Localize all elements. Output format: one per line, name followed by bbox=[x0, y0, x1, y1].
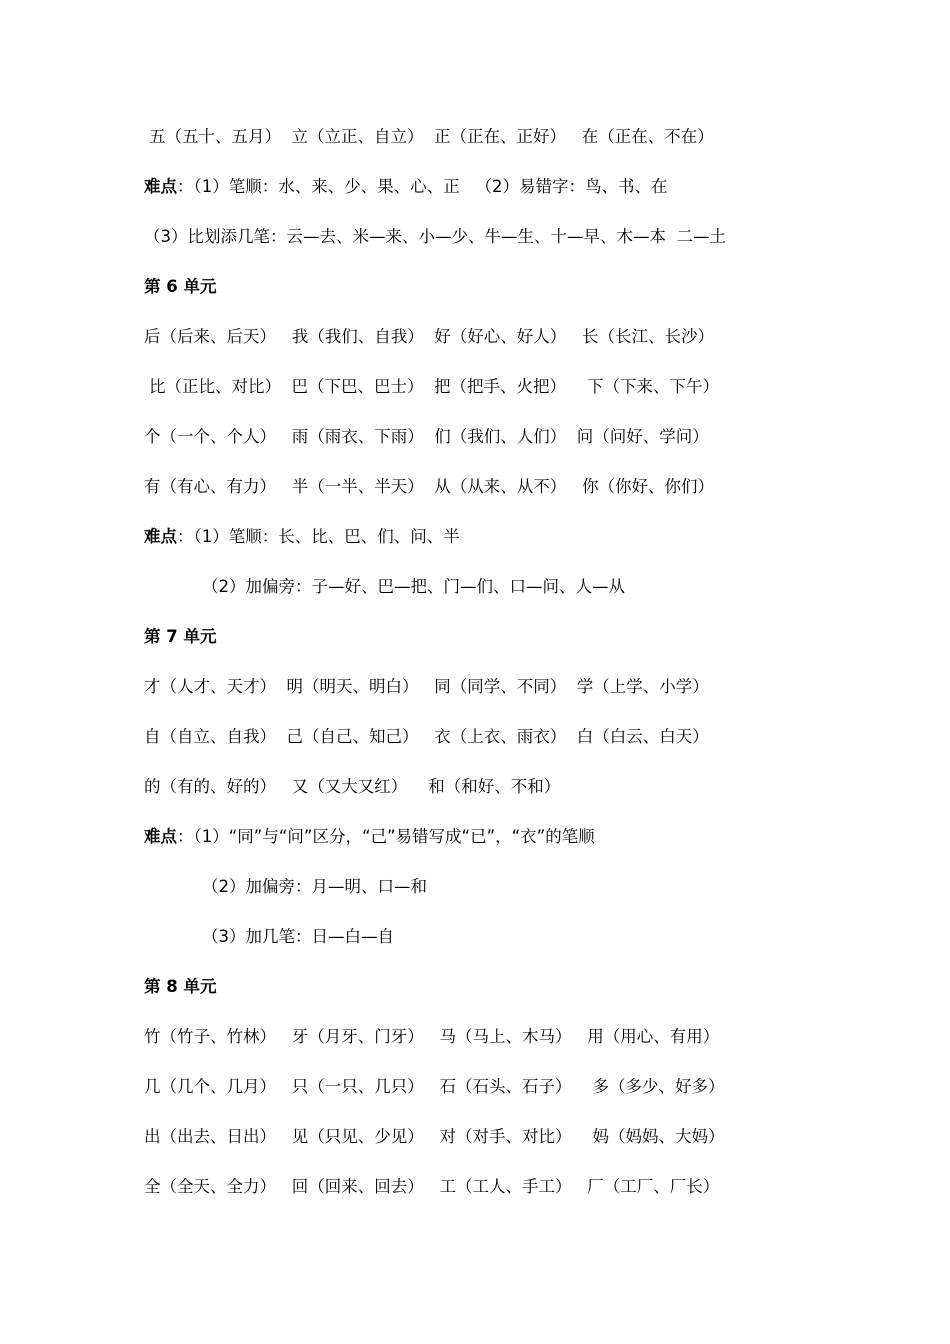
line-text: （3）加几笔：日—白—自 bbox=[202, 927, 394, 946]
unit5-difficulty-line bbox=[144, 162, 667, 212]
line-text: 有（有心、有力） 半（一半、半天） 从（从来、从不） 你（你好、你们） bbox=[144, 477, 714, 496]
difficulty-label: 难点 bbox=[144, 177, 177, 196]
unit6-chars-line-2 bbox=[149, 362, 719, 412]
unit8-chars-line-2 bbox=[144, 1062, 724, 1112]
unit8-chars-line-3 bbox=[144, 1112, 724, 1162]
line-text: （2）加偏旁：子—好、巴—把、门—们、口—问、人—从 bbox=[202, 577, 625, 596]
line-text: 全（全天、全力） 回（回来、回去） 工（工人、手工） 厂（工厂、厂长） bbox=[144, 1177, 720, 1196]
difficulty-label: 难点 bbox=[144, 527, 177, 546]
line-text: （3）比划添几笔：云—去、米—来、小—少、牛—生、十—早、木—本 二—土 bbox=[144, 227, 726, 246]
unit8-chars-line-1 bbox=[144, 1012, 719, 1062]
unit6-heading: 第 6 单元 bbox=[144, 277, 217, 296]
line-text: ：（1）笔顺：长、比、巴、们、问、半 bbox=[177, 527, 460, 546]
line-text: ：（1）“同”与“问”区分，“己”易错写成“已”，“衣”的笔顺 bbox=[177, 827, 595, 846]
line-text: （2）加偏旁：月—明、口—和 bbox=[202, 877, 427, 896]
line-text: 比（正比、对比） 巴（下巴、巴士） 把（把手、火把） 下（下来、下午） bbox=[149, 377, 719, 396]
unit7-radical-line bbox=[202, 862, 427, 912]
unit7-heading: 第 7 单元 bbox=[144, 627, 217, 646]
unit7-strokes-line bbox=[202, 912, 394, 962]
line-text: 的（有的、好的） 又（又大又红） 和（和好、不和） bbox=[144, 777, 561, 796]
difficulty-label: 难点 bbox=[144, 827, 177, 846]
unit7-chars-line-3 bbox=[144, 762, 560, 812]
unit6-difficulty-line bbox=[144, 512, 460, 562]
line-text: 自（自立、自我） 己（自己、知己） 衣（上衣、雨衣） 白（白云、白天） bbox=[144, 727, 709, 746]
unit5-chars-line bbox=[149, 112, 714, 162]
line-text: 才（人才、天才） 明（明天、明白） 同（同学、不同） 学（上学、小学） bbox=[144, 677, 709, 696]
line-text: 后（后来、后天） 我（我们、自我） 好（好心、好人） 长（长江、长沙） bbox=[144, 327, 714, 346]
unit8-chars-line-4 bbox=[144, 1162, 719, 1212]
unit6-radical-line bbox=[202, 562, 625, 612]
line-text: 五（五十、五月） 立（立正、自立） 正（正在、正好） 在（正在、不在） bbox=[149, 127, 714, 146]
unit5-stroke-line bbox=[144, 212, 726, 262]
unit8-heading: 第 8 单元 bbox=[144, 977, 217, 996]
line-text: 几（几个、几月） 只（一只、几只） 石（石头、石子） 多（多少、好多） bbox=[144, 1077, 725, 1096]
line-text: ：（1）笔顺：水、来、少、果、心、正 （2）易错字：鸟、书、在 bbox=[177, 177, 668, 196]
unit6-chars-line-1 bbox=[144, 312, 714, 362]
line-text: 出（出去、日出） 见（只见、少见） 对（对手、对比） 妈（妈妈、大妈） bbox=[144, 1127, 725, 1146]
unit6-chars-line-4 bbox=[144, 462, 714, 512]
unit7-chars-line-1 bbox=[144, 662, 709, 712]
line-text: 竹（竹子、竹林） 牙（月牙、门牙） 马（马上、木马） 用（用心、有用） bbox=[144, 1027, 720, 1046]
unit7-chars-line-2 bbox=[144, 712, 709, 762]
line-text: 个（一个、个人） 雨（雨衣、下雨） 们（我们、人们） 问（问好、学问） bbox=[144, 427, 709, 446]
unit6-chars-line-3 bbox=[144, 412, 709, 462]
unit7-difficulty-line bbox=[144, 812, 595, 862]
